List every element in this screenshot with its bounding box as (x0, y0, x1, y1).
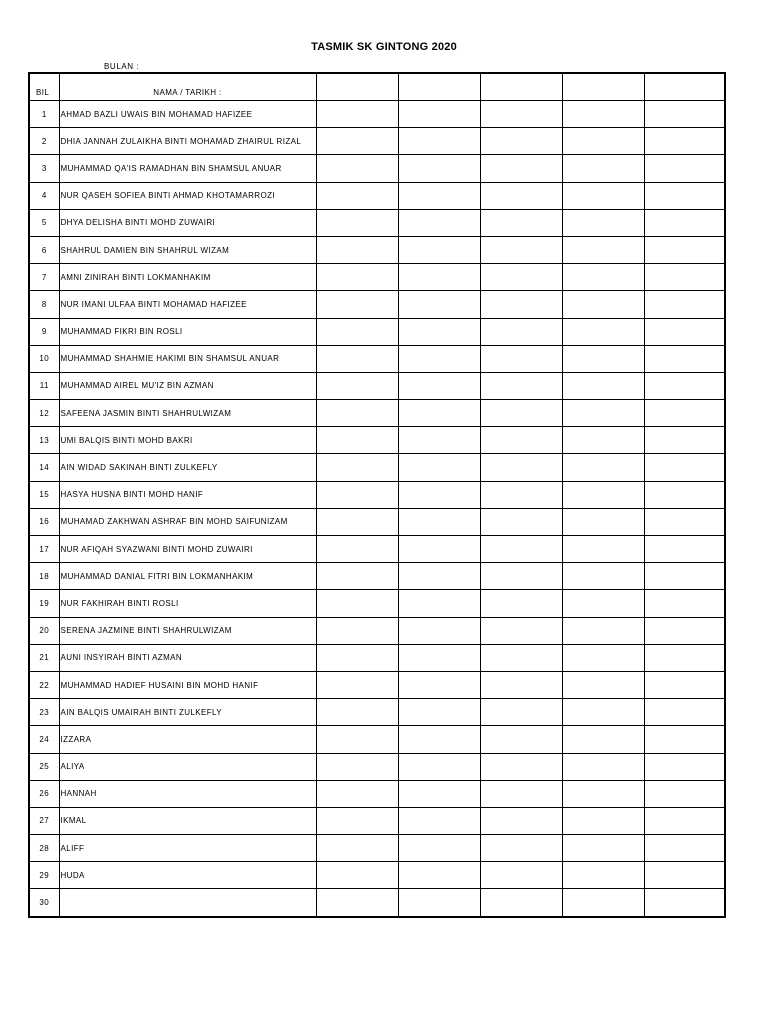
table-row (29, 264, 725, 291)
date-cell[interactable] (316, 644, 398, 671)
table-row (29, 155, 725, 182)
student-name: HANNAH (59, 780, 316, 807)
student-name: HUDA (59, 862, 316, 889)
student-name: DHIA JANNAH ZULAIKHA BINTI MOHAMAD ZHAIRUL RIZAL (59, 128, 316, 155)
date-cell[interactable] (398, 862, 480, 889)
date-cell[interactable] (316, 481, 398, 508)
date-cell[interactable] (480, 726, 562, 753)
date-cell[interactable] (644, 508, 725, 535)
date-cell[interactable] (480, 209, 562, 236)
row-number: 12 (29, 400, 59, 427)
student-name: NUR AFIQAH SYAZWANI BINTI MOHD ZUWAIRI (59, 536, 316, 563)
date-cell[interactable] (644, 536, 725, 563)
date-cell[interactable] (398, 889, 480, 917)
table-row (29, 454, 725, 481)
table-row (29, 889, 725, 917)
date-cell[interactable] (644, 400, 725, 427)
date-cell[interactable] (644, 318, 725, 345)
student-name: AHMAD BAZLI UWAIS BIN MOHAMAD HAFIZEE (59, 101, 316, 128)
table-row (29, 807, 725, 834)
student-name: HASYA HUSNA BINTI MOHD HANIF (59, 481, 316, 508)
date-cell[interactable] (316, 236, 398, 263)
date-cell[interactable] (316, 264, 398, 291)
student-name: AIN BALQIS UMAIRAH BINTI ZULKEFLY (59, 699, 316, 726)
student-name: MUHAMMAD DANIAL FITRI BIN LOKMANHAKIM (59, 563, 316, 590)
date-cell[interactable] (562, 835, 644, 862)
student-name: MUHAMMAD SHAHMIE HAKIMI BIN SHAMSUL ANUAR (59, 345, 316, 372)
table-row (29, 726, 725, 753)
date-cell[interactable] (316, 753, 398, 780)
date-cell[interactable] (316, 536, 398, 563)
row-number: 7 (29, 264, 59, 291)
date-cell[interactable] (562, 454, 644, 481)
row-number: 19 (29, 590, 59, 617)
table-header-row (29, 73, 725, 101)
date-cell[interactable] (480, 590, 562, 617)
date-cell[interactable] (398, 807, 480, 834)
date-cell[interactable] (398, 536, 480, 563)
date-cell[interactable] (398, 400, 480, 427)
date-cell[interactable] (398, 427, 480, 454)
table-row (29, 400, 725, 427)
table-row (29, 101, 725, 128)
date-cell[interactable] (644, 862, 725, 889)
date-cell[interactable] (480, 318, 562, 345)
date-cell[interactable] (398, 671, 480, 698)
table-row (29, 835, 725, 862)
date-cell[interactable] (480, 807, 562, 834)
student-name: MUHAMMAD HADIEF HUSAINI BIN MOHD HANIF (59, 671, 316, 698)
row-number: 1 (29, 101, 59, 128)
date-cell[interactable] (480, 481, 562, 508)
date-cell[interactable] (644, 427, 725, 454)
date-cell[interactable] (480, 699, 562, 726)
row-number: 30 (29, 889, 59, 917)
row-number: 26 (29, 780, 59, 807)
date-cell[interactable] (316, 563, 398, 590)
date-cell[interactable] (316, 590, 398, 617)
date-cell[interactable] (398, 508, 480, 535)
date-cell[interactable] (562, 291, 644, 318)
table-row (29, 128, 725, 155)
date-cell[interactable] (316, 155, 398, 182)
date-cell[interactable] (562, 372, 644, 399)
date-cell[interactable] (644, 454, 725, 481)
date-cell[interactable] (316, 617, 398, 644)
table-row (29, 508, 725, 535)
date-cell[interactable] (562, 209, 644, 236)
date-cell[interactable] (562, 264, 644, 291)
student-name: UMI BALQIS BINTI MOHD BAKRI (59, 427, 316, 454)
date-cell[interactable] (398, 481, 480, 508)
date-cell[interactable] (316, 862, 398, 889)
date-cell[interactable] (562, 128, 644, 155)
date-cell[interactable] (562, 155, 644, 182)
student-name: NUR IMANI ULFAA BINTI MOHAMAD HAFIZEE (59, 291, 316, 318)
date-cell[interactable] (398, 209, 480, 236)
student-name: NUR FAKHIRAH BINTI ROSLI (59, 590, 316, 617)
date-cell[interactable] (644, 889, 725, 917)
row-number: 25 (29, 753, 59, 780)
date-cell[interactable] (398, 236, 480, 263)
date-cell[interactable] (562, 671, 644, 698)
date-cell[interactable] (316, 699, 398, 726)
date-cell[interactable] (316, 726, 398, 753)
date-cell[interactable] (480, 536, 562, 563)
table-row (29, 753, 725, 780)
date-cell[interactable] (480, 345, 562, 372)
date-cell[interactable] (480, 101, 562, 128)
date-cell[interactable] (644, 671, 725, 698)
date-cell[interactable] (562, 236, 644, 263)
student-name: MUHAMMAD QA'IS RAMADHAN BIN SHAMSUL ANUAR (59, 155, 316, 182)
row-number: 27 (29, 807, 59, 834)
table-row (29, 345, 725, 372)
table-row (29, 590, 725, 617)
bulan-label: BULAN : (104, 62, 140, 71)
date-cell[interactable] (644, 563, 725, 590)
row-number: 29 (29, 862, 59, 889)
date-cell[interactable] (398, 454, 480, 481)
date-cell[interactable] (562, 889, 644, 917)
date-cell[interactable] (562, 617, 644, 644)
date-cell[interactable] (398, 318, 480, 345)
table-row (29, 644, 725, 671)
date-cell[interactable] (316, 400, 398, 427)
date-cell[interactable] (562, 807, 644, 834)
date-cell[interactable] (562, 400, 644, 427)
header-date-cell[interactable] (644, 73, 725, 101)
date-cell[interactable] (316, 780, 398, 807)
date-cell[interactable] (316, 508, 398, 535)
date-cell[interactable] (398, 590, 480, 617)
date-cell[interactable] (316, 182, 398, 209)
header-bil: BIL (29, 73, 59, 101)
row-number: 11 (29, 372, 59, 399)
student-name: SHAHRUL DAMIEN BIN SHAHRUL WIZAM (59, 236, 316, 263)
date-cell[interactable] (398, 563, 480, 590)
row-number: 16 (29, 508, 59, 535)
date-cell[interactable] (398, 128, 480, 155)
date-cell[interactable] (398, 699, 480, 726)
table-row (29, 209, 725, 236)
attendance-table (28, 72, 726, 918)
student-name: SAFEENA JASMIN BINTI SHAHRULWIZAM (59, 400, 316, 427)
date-cell[interactable] (398, 780, 480, 807)
row-number: 21 (29, 644, 59, 671)
date-cell[interactable] (644, 372, 725, 399)
page-title: TASMIK SK GINTONG 2020 (311, 41, 457, 53)
date-cell[interactable] (398, 372, 480, 399)
date-cell[interactable] (644, 155, 725, 182)
table-row (29, 780, 725, 807)
date-cell[interactable] (316, 454, 398, 481)
student-name: ALIYA (59, 753, 316, 780)
date-cell[interactable] (562, 780, 644, 807)
date-cell[interactable] (562, 427, 644, 454)
row-number: 18 (29, 563, 59, 590)
row-number: 13 (29, 427, 59, 454)
header-nama-tarikh: NAMA / TARIKH : (59, 73, 316, 101)
date-cell[interactable] (644, 644, 725, 671)
date-cell[interactable] (480, 236, 562, 263)
row-number: 6 (29, 236, 59, 263)
date-cell[interactable] (480, 400, 562, 427)
table-body (29, 73, 725, 917)
date-cell[interactable] (398, 617, 480, 644)
row-number: 20 (29, 617, 59, 644)
date-cell[interactable] (480, 563, 562, 590)
date-cell[interactable] (562, 536, 644, 563)
student-name: IKMAL (59, 807, 316, 834)
date-cell[interactable] (316, 101, 398, 128)
row-number: 9 (29, 318, 59, 345)
date-cell[interactable] (480, 889, 562, 917)
date-cell[interactable] (480, 291, 562, 318)
date-cell[interactable] (562, 644, 644, 671)
date-cell[interactable] (644, 481, 725, 508)
date-cell[interactable] (644, 617, 725, 644)
row-number: 28 (29, 835, 59, 862)
row-number: 2 (29, 128, 59, 155)
date-cell[interactable] (562, 563, 644, 590)
date-cell[interactable] (316, 807, 398, 834)
header-date-cell[interactable] (316, 73, 398, 101)
table-row (29, 481, 725, 508)
row-number: 5 (29, 209, 59, 236)
date-cell[interactable] (480, 155, 562, 182)
date-cell[interactable] (316, 835, 398, 862)
date-cell[interactable] (480, 753, 562, 780)
date-cell[interactable] (480, 862, 562, 889)
date-cell[interactable] (644, 807, 725, 834)
date-cell[interactable] (562, 699, 644, 726)
date-cell[interactable] (644, 780, 725, 807)
date-cell[interactable] (562, 101, 644, 128)
date-cell[interactable] (562, 345, 644, 372)
date-cell[interactable] (316, 291, 398, 318)
header-date-cell[interactable] (562, 73, 644, 101)
date-cell[interactable] (398, 726, 480, 753)
student-name: MUHAMAD ZAKHWAN ASHRAF BIN MOHD SAIFUNIZAM (59, 508, 316, 535)
table-row (29, 318, 725, 345)
row-number: 4 (29, 182, 59, 209)
date-cell[interactable] (480, 182, 562, 209)
row-number: 15 (29, 481, 59, 508)
date-cell[interactable] (644, 699, 725, 726)
student-name: DHYA DELISHA BINTI MOHD ZUWAIRI (59, 209, 316, 236)
date-cell[interactable] (398, 155, 480, 182)
date-cell[interactable] (480, 264, 562, 291)
student-name: AMNI ZINIRAH BINTI LOKMANHAKIM (59, 264, 316, 291)
date-cell[interactable] (644, 101, 725, 128)
student-name: ALIFF (59, 835, 316, 862)
date-cell[interactable] (644, 291, 725, 318)
table-row (29, 372, 725, 399)
table-row (29, 536, 725, 563)
date-cell[interactable] (480, 644, 562, 671)
date-cell[interactable] (480, 835, 562, 862)
date-cell[interactable] (562, 318, 644, 345)
date-cell[interactable] (316, 128, 398, 155)
row-number: 23 (29, 699, 59, 726)
table-row (29, 862, 725, 889)
table-row (29, 671, 725, 698)
date-cell[interactable] (316, 889, 398, 917)
date-cell[interactable] (398, 644, 480, 671)
header-date-cell[interactable] (398, 73, 480, 101)
date-cell[interactable] (644, 182, 725, 209)
date-cell[interactable] (562, 182, 644, 209)
date-cell[interactable] (562, 726, 644, 753)
date-cell[interactable] (562, 590, 644, 617)
date-cell[interactable] (316, 209, 398, 236)
date-cell[interactable] (398, 101, 480, 128)
date-cell[interactable] (398, 345, 480, 372)
date-cell[interactable] (644, 345, 725, 372)
header-date-cell[interactable] (480, 73, 562, 101)
date-cell[interactable] (480, 372, 562, 399)
date-cell[interactable] (480, 508, 562, 535)
student-name: NUR QASEH SOFIEA BINTI AHMAD KHOTAMARROZI (59, 182, 316, 209)
date-cell[interactable] (480, 671, 562, 698)
row-number: 3 (29, 155, 59, 182)
row-number: 22 (29, 671, 59, 698)
table-row (29, 563, 725, 590)
table-row (29, 291, 725, 318)
date-cell[interactable] (398, 182, 480, 209)
date-cell[interactable] (644, 726, 725, 753)
date-cell[interactable] (562, 481, 644, 508)
student-name (59, 889, 316, 917)
date-cell[interactable] (316, 372, 398, 399)
date-cell[interactable] (480, 454, 562, 481)
date-cell[interactable] (644, 590, 725, 617)
row-number: 10 (29, 345, 59, 372)
student-name: SERENA JAZMINE BINTI SHAHRULWIZAM (59, 617, 316, 644)
table-row (29, 236, 725, 263)
date-cell[interactable] (562, 508, 644, 535)
date-cell[interactable] (644, 236, 725, 263)
date-cell[interactable] (644, 128, 725, 155)
row-number: 14 (29, 454, 59, 481)
date-cell[interactable] (398, 753, 480, 780)
table-row (29, 427, 725, 454)
date-cell[interactable] (398, 264, 480, 291)
date-cell[interactable] (316, 345, 398, 372)
table-row (29, 182, 725, 209)
date-cell[interactable] (398, 291, 480, 318)
date-cell[interactable] (644, 209, 725, 236)
date-cell[interactable] (316, 427, 398, 454)
student-name: MUHAMMAD FIKRI BIN ROSLI (59, 318, 316, 345)
student-name: AUNI INSYIRAH BINTI AZMAN (59, 644, 316, 671)
row-number: 24 (29, 726, 59, 753)
student-name: IZZARA (59, 726, 316, 753)
date-cell[interactable] (398, 835, 480, 862)
table-row (29, 617, 725, 644)
student-name: AIN WIDAD SAKINAH BINTI ZULKEFLY (59, 454, 316, 481)
date-cell[interactable] (480, 617, 562, 644)
date-cell[interactable] (644, 753, 725, 780)
date-cell[interactable] (644, 835, 725, 862)
date-cell[interactable] (480, 780, 562, 807)
date-cell[interactable] (562, 753, 644, 780)
row-number: 8 (29, 291, 59, 318)
date-cell[interactable] (480, 427, 562, 454)
date-cell[interactable] (644, 264, 725, 291)
date-cell[interactable] (562, 862, 644, 889)
date-cell[interactable] (316, 318, 398, 345)
row-number: 17 (29, 536, 59, 563)
student-name: MUHAMMAD AIREL MU'IZ BIN AZMAN (59, 372, 316, 399)
date-cell[interactable] (316, 671, 398, 698)
table-row (29, 699, 725, 726)
date-cell[interactable] (480, 128, 562, 155)
